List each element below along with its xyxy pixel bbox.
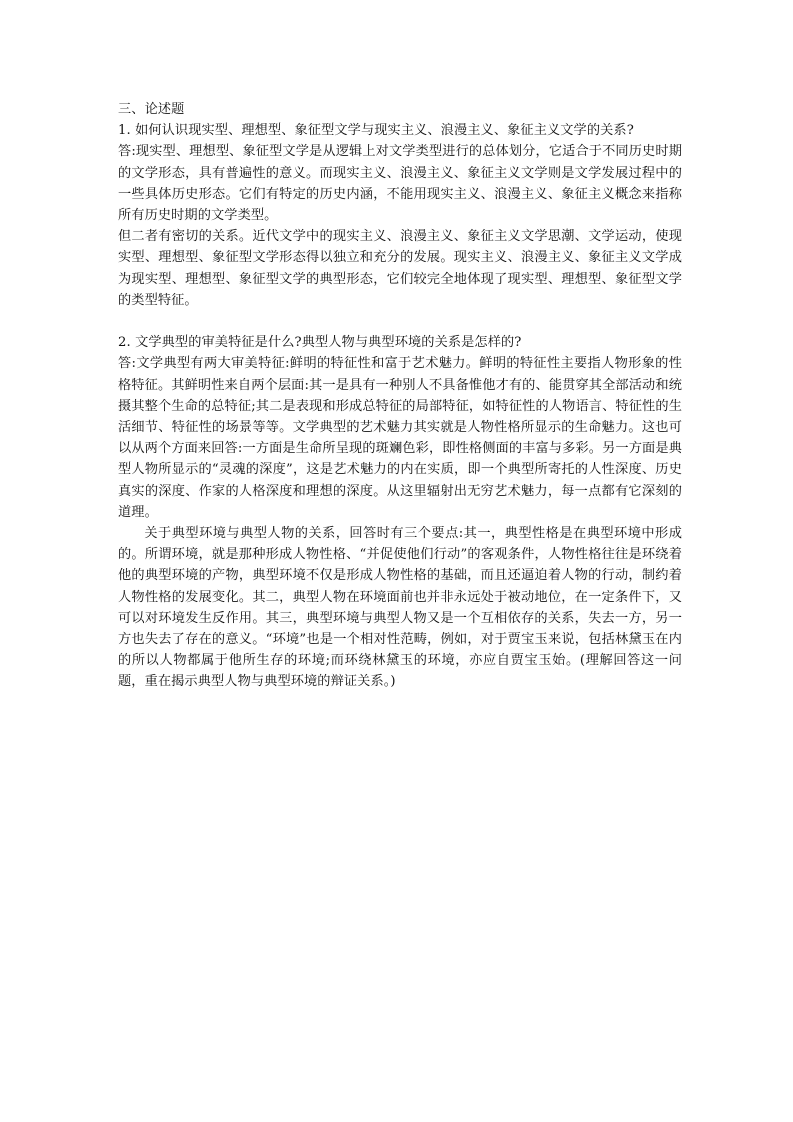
document-page: [118, 99, 682, 693]
section-heading: 三、论述题: [118, 102, 185, 117]
answer-2-paragraph-2: 关于典型环境与典型人物的关系，回答时有三个要点:其一，典型性格是在典型环境中形成的。所谓环境，就是那种形成人物性格、“并促使他们行动”的客观条件，人物性格往往是环绕着他的典型环境的产物，典型环境不仅是形成人物性格的基础，而且还逼迫着人物的行动，制约着人物性格的发展变化。其二，典型人物在环境面前也并非永远处于被动地位，在一定条件下，又可以对环境发生反作用。其三，典型环境与典型人物又是一个互相依存的关系，失去一方，另一方也失去了存在的意义。“环境”也是一个相对性范畴，例如，对于贾宝玉来说，包括林黛玉在内的所以人物都属于他所生存的环境;而环绕林黛玉的环境，亦应自贾宝玉始。(理解回答这一问题，重在揭示典型人物与典型环境的辩证关系。): [118, 526, 682, 690]
question-2: 2. 文学典型的审美特征是什么?典型人物与典型环境的关系是怎样的?: [118, 335, 522, 351]
answer-1-paragraph-2: 但二者有密切的关系。近代文学中的现实主义、浪漫主义、象征主义文学思潮、文学运动，使现实型、理想型、象征型文学形态得以独立和充分的发展。现实主义、浪漫主义、象征主义文学成为现实型、理想型、象征型文学的典型形态，它们较完全地体现了现实型、理想型、象征型文学的类型特征。: [118, 229, 682, 308]
answer-1-paragraph-1: 答:现实型、理想型、象征型文学是从逻辑上对文学类型进行的总体划分，它适合于不同历史时期的文学形态，具有普遍性的意义。而现实主义、浪漫主义、象征主义文学则是文学发展过程中的一些具体历史形态。它们有特定的历史内涵，不能用现实主义、浪漫主义、象征主义概念来指称所有历史时期的文学类型。: [118, 144, 682, 224]
question-section: [118, 99, 682, 693]
paragraph-spacer: [118, 311, 682, 332]
answer-2-paragraph-1: 答:文学典型有两大审美特征:鲜明的特征性和富于艺术魅力。鲜明的特征性主要指人物形象的性格特征。其鲜明性来自两个层面:其一是具有一种别人不具备惟他才有的、能贯穿其全部活动和统摄其整个生命的总特征;其二是表现和形成总特征的局部特征，如特征性的人物语言、特征性的生活细节、特征性的场景等等。文学典型的艺术魅力其实就是人物性格所显示的生命魅力。这也可以从两个方面来回答:一方面是生命所呈现的斑斓色彩，即性格侧面的丰富与多彩。另一方面是典型人物所显示的“灵魂的深度”，这是艺术魅力的内在实质，即一个典型所寄托的人性深度、历史真实的深度、作家的人格深度和理想的深度。从这里辐射出无穷艺术魅力，每一点都有它深刻的道理。: [118, 356, 682, 520]
question-1: 1. 如何认识现实型、理想型、象征型文学与现实主义、浪漫主义、象征主义文学的关系?: [118, 123, 634, 139]
